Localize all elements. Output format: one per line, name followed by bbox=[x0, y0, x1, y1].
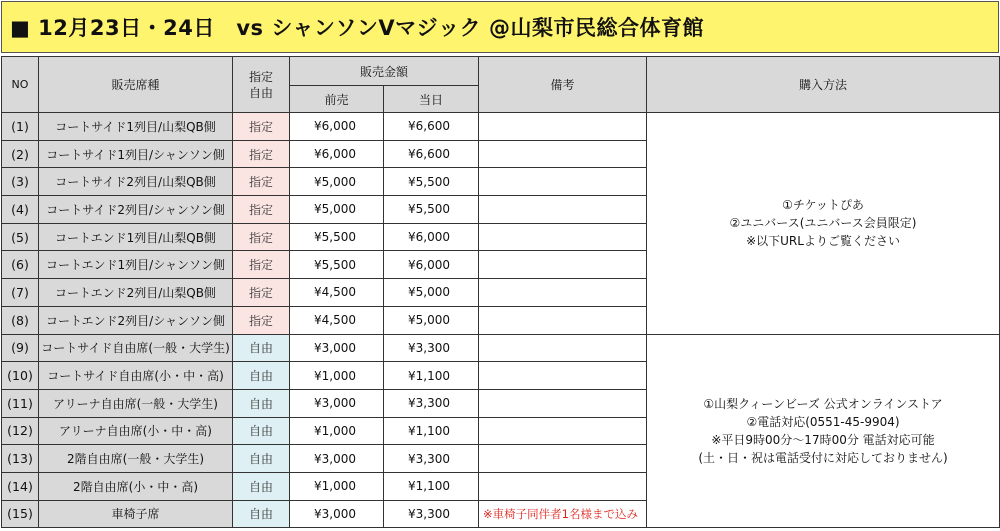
notes-cell bbox=[479, 472, 647, 500]
seat-type-cell: コートエンド2列目/シャンソン側 bbox=[39, 306, 233, 334]
same-day-price-cell: ¥6,600 bbox=[384, 113, 479, 141]
advance-price-cell: ¥1,000 bbox=[290, 472, 384, 500]
row-number: (3) bbox=[2, 168, 39, 196]
seat-type-cell: 2階自由席(一般・大学生) bbox=[39, 445, 233, 473]
notes-cell bbox=[479, 140, 647, 168]
row-number: (6) bbox=[2, 251, 39, 279]
advance-price-cell: ¥1,000 bbox=[290, 417, 384, 445]
purchase-method-line: ①山梨クィーンビーズ 公式オンラインストア bbox=[703, 396, 943, 411]
notes-cell bbox=[479, 362, 647, 390]
header-purchase: 購入方法 bbox=[647, 57, 1000, 113]
header-seat-type: 販売席種 bbox=[39, 57, 233, 113]
purchase-method-line: ①チケットぴあ bbox=[782, 198, 864, 213]
seat-type-cell: 車椅子席 bbox=[39, 500, 233, 528]
same-day-price-cell: ¥3,300 bbox=[384, 445, 479, 473]
header-advance: 前売 bbox=[290, 86, 384, 113]
row-number: (12) bbox=[2, 417, 39, 445]
header-assign-line2: 自由 bbox=[248, 85, 273, 100]
seat-type-cell: アリーナ自由席(一般・大学生) bbox=[39, 389, 233, 417]
seat-type-cell: コートサイド自由席(一般・大学生) bbox=[39, 334, 233, 362]
notes-cell bbox=[479, 113, 647, 141]
seat-type-cell: コートエンド1列目/シャンソン側 bbox=[39, 251, 233, 279]
same-day-price-cell: ¥6,000 bbox=[384, 251, 479, 279]
assign-type-cell: 指定 bbox=[233, 279, 290, 307]
seat-type-cell: コートサイド2列目/シャンソン側 bbox=[39, 196, 233, 224]
same-day-price-cell: ¥5,500 bbox=[384, 168, 479, 196]
row-number: (14) bbox=[2, 472, 39, 500]
seat-type-cell: コートエンド1列目/山梨QB側 bbox=[39, 223, 233, 251]
notes-cell bbox=[479, 251, 647, 279]
ticket-info-sheet bbox=[1, 1, 999, 529]
advance-price-cell: ¥4,500 bbox=[290, 279, 384, 307]
advance-price-cell: ¥5,000 bbox=[290, 168, 384, 196]
same-day-price-cell: ¥5,500 bbox=[384, 196, 479, 224]
advance-price-cell: ¥5,500 bbox=[290, 223, 384, 251]
seat-type-cell: コートサイド自由席(小・中・高) bbox=[39, 362, 233, 390]
header-price: 販売金額 bbox=[290, 57, 479, 86]
purchase-method-line: ※以下URLよりご覧ください bbox=[746, 234, 900, 249]
advance-price-cell: ¥3,000 bbox=[290, 389, 384, 417]
table-row bbox=[2, 334, 1000, 362]
same-day-price-cell: ¥5,000 bbox=[384, 306, 479, 334]
advance-price-cell: ¥5,000 bbox=[290, 196, 384, 224]
same-day-price-cell: ¥3,300 bbox=[384, 500, 479, 528]
assign-type-cell: 自由 bbox=[233, 500, 290, 528]
purchase-method-cell bbox=[647, 113, 1000, 335]
seat-type-cell: コートサイド1列目/山梨QB側 bbox=[39, 113, 233, 141]
header-same-day: 当日 bbox=[384, 86, 479, 113]
assign-type-cell: 指定 bbox=[233, 223, 290, 251]
assign-type-cell: 指定 bbox=[233, 196, 290, 224]
advance-price-cell: ¥1,000 bbox=[290, 362, 384, 390]
advance-price-cell: ¥6,000 bbox=[290, 140, 384, 168]
row-number: (10) bbox=[2, 362, 39, 390]
same-day-price-cell: ¥1,100 bbox=[384, 362, 479, 390]
header-assign bbox=[233, 57, 290, 113]
row-number: (15) bbox=[2, 500, 39, 528]
assign-type-cell: 指定 bbox=[233, 251, 290, 279]
row-number: (4) bbox=[2, 196, 39, 224]
table-row bbox=[2, 113, 1000, 141]
advance-price-cell: ¥5,500 bbox=[290, 251, 384, 279]
seat-type-cell: 2階自由席(小・中・高) bbox=[39, 472, 233, 500]
notes-cell bbox=[479, 196, 647, 224]
header-notes: 備考 bbox=[479, 57, 647, 113]
seat-type-cell: アリーナ自由席(小・中・高) bbox=[39, 417, 233, 445]
assign-type-cell: 指定 bbox=[233, 168, 290, 196]
ticket-table-body bbox=[2, 113, 1000, 528]
notes-cell bbox=[479, 417, 647, 445]
assign-type-cell: 指定 bbox=[233, 113, 290, 141]
same-day-price-cell: ¥3,300 bbox=[384, 389, 479, 417]
purchase-method-line: ※平日9時00分～17時00分 電話対応可能 bbox=[711, 432, 935, 447]
notes-cell: ※車椅子同伴者1名様まで込み bbox=[479, 500, 647, 528]
seat-type-cell: コートサイド1列目/シャンソン側 bbox=[39, 140, 233, 168]
header-no: NO bbox=[2, 57, 39, 113]
row-number: (5) bbox=[2, 223, 39, 251]
same-day-price-cell: ¥1,100 bbox=[384, 472, 479, 500]
row-number: (8) bbox=[2, 306, 39, 334]
row-number: (9) bbox=[2, 334, 39, 362]
notes-cell bbox=[479, 445, 647, 473]
row-number: (2) bbox=[2, 140, 39, 168]
notes-cell bbox=[479, 389, 647, 417]
row-number: (7) bbox=[2, 279, 39, 307]
row-number: (13) bbox=[2, 445, 39, 473]
assign-type-cell: 指定 bbox=[233, 140, 290, 168]
row-number: (1) bbox=[2, 113, 39, 141]
advance-price-cell: ¥6,000 bbox=[290, 113, 384, 141]
seat-type-cell: コートエンド2列目/山梨QB側 bbox=[39, 279, 233, 307]
notes-cell bbox=[479, 223, 647, 251]
notes-cell bbox=[479, 168, 647, 196]
purchase-method-line: (土・日・祝は電話受付に対応しておりません) bbox=[698, 450, 948, 465]
purchase-method-cell bbox=[647, 334, 1000, 528]
advance-price-cell: ¥3,000 bbox=[290, 334, 384, 362]
notes-cell bbox=[479, 334, 647, 362]
notes-cell bbox=[479, 279, 647, 307]
assign-type-cell: 自由 bbox=[233, 472, 290, 500]
assign-type-cell: 指定 bbox=[233, 306, 290, 334]
row-number: (11) bbox=[2, 389, 39, 417]
same-day-price-cell: ¥1,100 bbox=[384, 417, 479, 445]
purchase-method-line: ②ユニバース(ユニバース会員限定) bbox=[729, 216, 917, 231]
assign-type-cell: 自由 bbox=[233, 362, 290, 390]
assign-type-cell: 自由 bbox=[233, 417, 290, 445]
same-day-price-cell: ¥3,300 bbox=[384, 334, 479, 362]
purchase-method-line: ②電話対応(0551-45-9904) bbox=[746, 414, 900, 429]
assign-type-cell: 自由 bbox=[233, 389, 290, 417]
advance-price-cell: ¥3,000 bbox=[290, 445, 384, 473]
advance-price-cell: ¥3,000 bbox=[290, 500, 384, 528]
advance-price-cell: ¥4,500 bbox=[290, 306, 384, 334]
same-day-price-cell: ¥5,000 bbox=[384, 279, 479, 307]
page-title: ■ 12月23日・24日 vs シャンソンVマジック @山梨市民総合体育館 bbox=[1, 1, 999, 53]
same-day-price-cell: ¥6,000 bbox=[384, 223, 479, 251]
header-assign-line1: 指定 bbox=[248, 69, 273, 84]
assign-type-cell: 自由 bbox=[233, 334, 290, 362]
assign-type-cell: 自由 bbox=[233, 445, 290, 473]
ticket-table bbox=[1, 56, 1000, 528]
same-day-price-cell: ¥6,600 bbox=[384, 140, 479, 168]
notes-cell bbox=[479, 306, 647, 334]
seat-type-cell: コートサイド2列目/山梨QB側 bbox=[39, 168, 233, 196]
